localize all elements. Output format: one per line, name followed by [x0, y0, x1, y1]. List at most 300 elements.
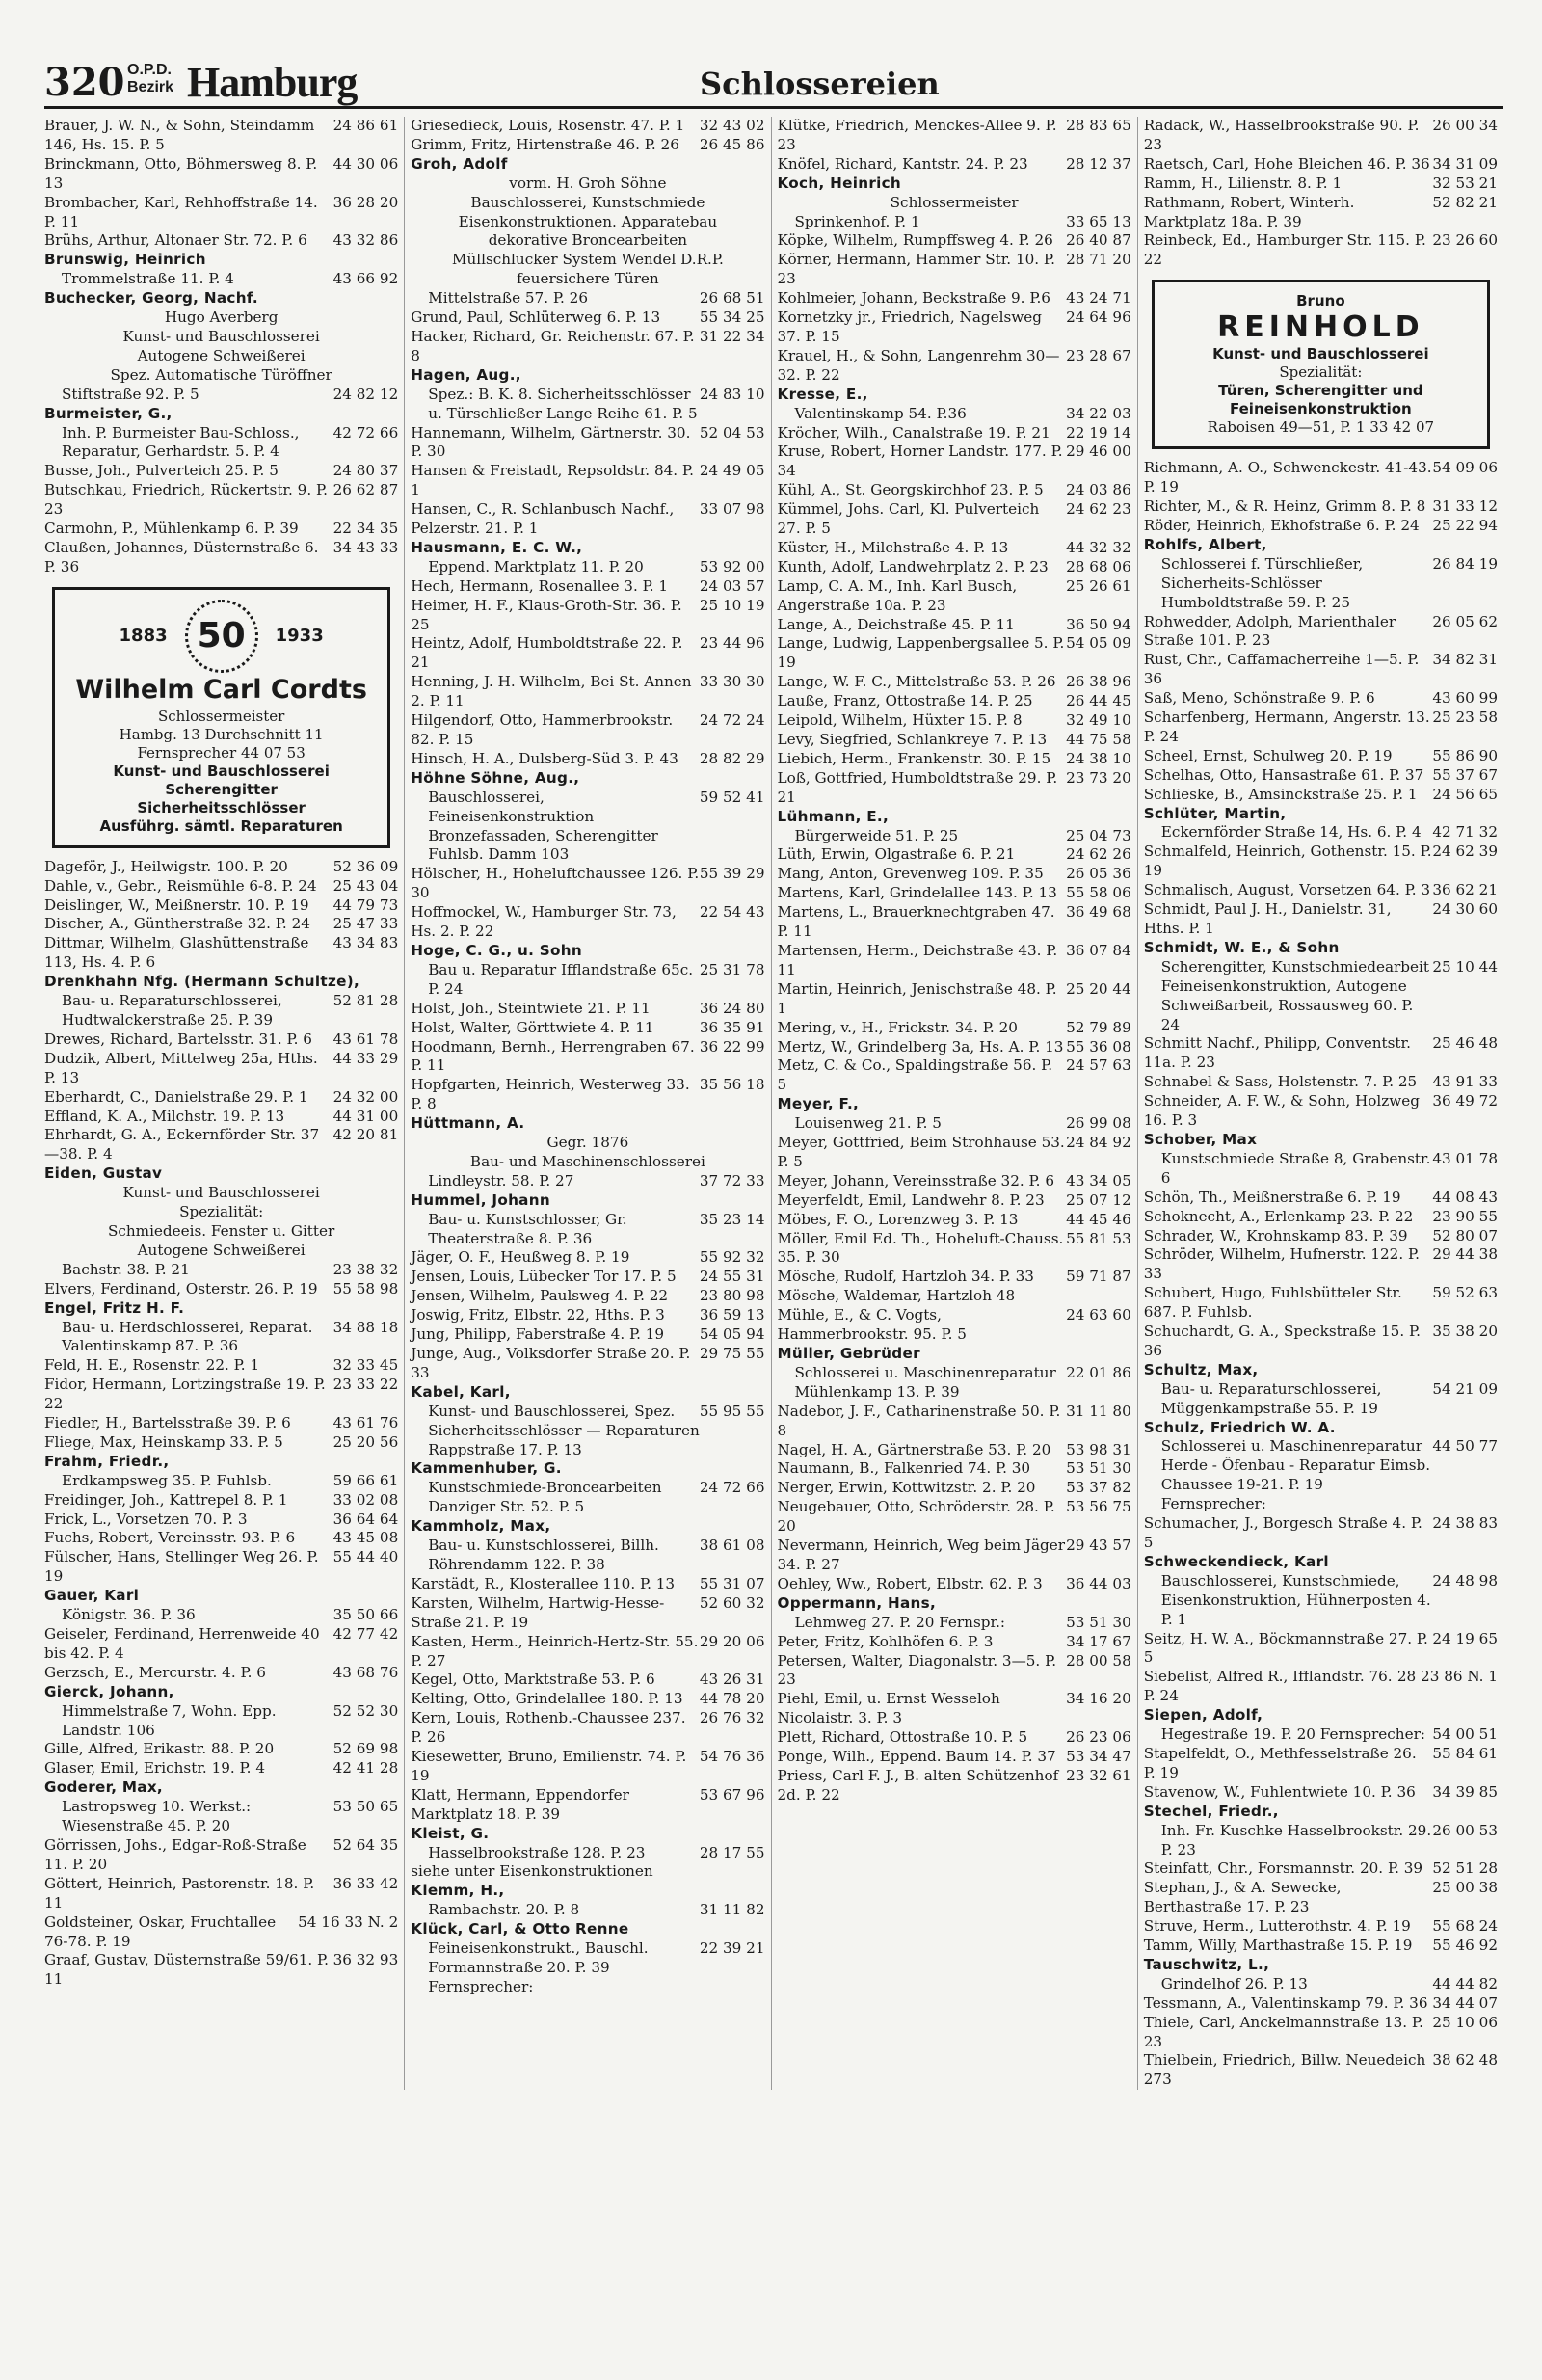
entry-line: [411, 1403, 764, 1460]
entry-line: [411, 328, 764, 366]
directory-entry: [1144, 1034, 1498, 1073]
entry-phone: 24 82 12: [332, 385, 399, 403]
entry-phone: 24 80 37: [332, 462, 399, 480]
entry-phone: 43 24 71: [1066, 289, 1131, 308]
entry-text: Nevermann, Heinrich, Weg beim Jäger 34. P. 27: [777, 1537, 1066, 1573]
entry-line: [778, 539, 1131, 558]
directory-entry: [411, 1882, 764, 1920]
entry-text: Scheel, Ernst, Schulweg 20. P. 19: [1143, 746, 1393, 764]
entry-text: Seitz, H. W. A., Böckmannstraße 27. P. 5: [1143, 1629, 1428, 1667]
directory-entry: [44, 1587, 398, 1625]
entry-line: [411, 1172, 764, 1191]
directory-entry: [411, 1248, 764, 1268]
entry-line: [411, 750, 764, 769]
directory-entry: [778, 386, 1131, 424]
entry-text: Holst, Walter, Görttwiete 4. P. 11: [411, 1018, 654, 1036]
entry-line: [778, 884, 1131, 903]
entry-text: Lange, W. F. C., Mittelstraße 53. P. 26: [777, 673, 1056, 691]
entry-phone: 24 62 26: [1066, 845, 1131, 864]
directory-entry: [1144, 881, 1498, 900]
entry-text: Hacker, Richard, Gr. Reichenstr. 67. P. 8: [411, 327, 695, 364]
entry-phone: 36 28 20: [332, 193, 399, 211]
entry-text: Jäger, O. F., Heußweg 8. P. 19: [411, 1248, 630, 1267]
entry-line: [411, 597, 764, 635]
entry-phone: 31 22 34: [699, 327, 765, 345]
entry-text: Möbes, F. O., Lorenzweg 3. P. 13: [777, 1210, 1019, 1228]
entry-name: Schober, Max: [1143, 1130, 1258, 1148]
section-title: Schlossereien: [700, 66, 940, 102]
directory-entry: [411, 308, 764, 328]
entry-text: Kunstschmiede Straße 8, Grabenstr. 6: [1160, 1149, 1431, 1187]
entry-text: Hilgendorf, Otto, Hammerbrookstr. 82. P. 15: [411, 711, 674, 748]
entry-text: Elvers, Ferdinand, Osterstr. 26. P. 19: [44, 1279, 318, 1297]
entry-line: [778, 1114, 1131, 1134]
entry-text: Schubert, Hugo, Fuhlsbütteler Str. 687. P. Fuhlsb.: [1143, 1284, 1402, 1322]
directory-entry: [411, 424, 764, 463]
entry-name: Groh, Adolf: [411, 154, 508, 173]
entry-phone: 55 46 92: [1432, 1937, 1498, 1955]
entry-phone: 34 82 31: [1432, 651, 1498, 669]
entry-phone: 23 44 96: [699, 634, 765, 653]
entry-text: Möller, Emil Ed. Th., Hoheluft-Chauss. 35. P. 30: [777, 1229, 1064, 1267]
entry-line: [778, 731, 1131, 750]
entry-line: [44, 1491, 398, 1511]
entry-phone: 54 09 06: [1432, 459, 1498, 477]
directory-entry: [44, 934, 398, 973]
directory-entry: [411, 673, 764, 711]
directory-entry: [778, 1019, 1131, 1038]
entry-text: Martens, Karl, Grindelallee 143. P. 13: [777, 884, 1057, 902]
directory-entry: [44, 1759, 398, 1778]
entry-text: Bau- u. Kunstschlosserei, Billh. Röhrendamm 122. P. 38: [428, 1537, 659, 1573]
entry-line: [44, 462, 398, 481]
directory-entry: [778, 1403, 1131, 1441]
directory-entry: [411, 942, 764, 1000]
entry-line: [44, 424, 398, 463]
entry-name: Gierck, Johann,: [44, 1682, 174, 1700]
entry-phone: 53 51 30: [1066, 1459, 1131, 1478]
entry-line: [44, 1030, 398, 1050]
entry-text: Sprinkenhof. P. 1: [794, 212, 920, 230]
entry-phone: 24 03 57: [699, 576, 765, 595]
directory-entry: [778, 980, 1131, 1019]
directory-entry: [44, 194, 398, 232]
entry-text: Fülscher, Hans, Stellinger Weg 26. P. 19: [44, 1548, 319, 1586]
entry-line: [1144, 1323, 1498, 1361]
entry-phone: 32 53 21: [1432, 174, 1498, 192]
entry-line: [1144, 174, 1498, 194]
directory-entry: [411, 903, 764, 942]
directory-entry: [44, 1625, 398, 1664]
entry-text: Schoknecht, A., Erlenkamp 23. P. 22: [1143, 1207, 1414, 1225]
entry-text: Trommelstraße 11. P. 4: [62, 270, 234, 288]
entry-name: Schulz, Friedrich W. A.: [1143, 1418, 1336, 1436]
directory-entry: [1144, 1245, 1498, 1284]
entry-phone: 22 39 21: [699, 1939, 765, 1958]
years-count: 50: [197, 616, 246, 656]
entry-line: [44, 155, 398, 194]
entry-line: [778, 980, 1131, 1019]
directory-entry: [1144, 1803, 1498, 1860]
entry-line: [44, 877, 398, 896]
entry-phone: 43 26 31: [699, 1671, 765, 1689]
entry-phone: 24 64 96: [1066, 308, 1131, 327]
entry-phone: 26 05 36: [1066, 865, 1131, 883]
entry-text: Bau- u. Kunstschlosser, Gr. Theaterstraße 8. P. 36: [428, 1210, 627, 1247]
entry-text: Ramm, H., Lilienstr. 8. P. 1: [1143, 174, 1343, 192]
directory-entry: [1144, 1668, 1498, 1706]
entry-line: [1144, 1092, 1498, 1131]
entry-text: Siebelist, Alfred R., Ifflandstr. 76. P. 24: [1143, 1668, 1393, 1705]
entry-text: Jung, Philipp, Faberstraße 4. P. 19: [411, 1325, 665, 1344]
entry-text: Mang, Anton, Grevenweg 109. P. 35: [777, 865, 1044, 883]
entry-line: [778, 558, 1131, 577]
directory-entry: [1144, 1879, 1498, 1917]
entry-line: [44, 1356, 398, 1376]
entry-phone: 31 33 12: [1432, 497, 1498, 516]
entry-phone: 36 62 21: [1432, 881, 1498, 899]
entry-text: Feineisenkonstrukt., Bauschl. Formannstraße 20. P. 39 Fernsprecher:: [428, 1939, 649, 1995]
entry-subline: Autogene Schweißerei: [137, 346, 306, 364]
entry-text: Mittelstraße 57. P. 26: [428, 289, 588, 308]
entry-line: [778, 1537, 1131, 1575]
entry-name: Koch, Heinrich: [777, 174, 902, 192]
directory-entry: [1144, 1323, 1498, 1361]
entry-line: [44, 1319, 398, 1357]
entry-line: [44, 117, 398, 155]
entry-text: Joswig, Fritz, Elbstr. 22, Hths. P. 3: [411, 1306, 665, 1324]
entry-phone: 22 19 14: [1066, 423, 1131, 441]
entry-text: Drewes, Richard, Bartelsstr. 31. P. 6: [44, 1030, 312, 1048]
entry-line: [44, 1702, 398, 1741]
entry-text: Ponge, Wilh., Eppend. Baum 14. P. 37: [777, 1748, 1056, 1766]
entry-line: [1144, 1917, 1498, 1937]
entry-phone: 33 02 08: [332, 1490, 399, 1509]
directory-entry: [778, 1498, 1131, 1537]
directory-entry: [778, 1767, 1131, 1805]
directory-entry: [411, 1748, 764, 1786]
entry-phone: 54 05 94: [699, 1325, 765, 1344]
directory-entry: [1144, 1783, 1498, 1803]
ad-spec-label: Spezialität:: [1279, 363, 1363, 382]
entry-text: Karsten, Wilhelm, Hartwig-Hesse-Straße 21. P. 19: [411, 1593, 665, 1631]
entry-phone: 52 64 35: [332, 1835, 399, 1854]
entry-text: Jensen, Wilhelm, Paulsweg 4. P. 22: [411, 1287, 669, 1305]
entry-phone: 34 43 33: [332, 538, 399, 556]
entry-subline: Bauschlosserei, Kunstschmiede: [470, 193, 705, 211]
entry-phone: 25 22 94: [1432, 516, 1498, 534]
entry-line: [778, 1403, 1131, 1441]
entry-line: [411, 1038, 764, 1077]
entry-phone: 24 83 10: [699, 385, 765, 403]
entry-text: Bau- u. Reparaturschlosserei, Hudtwalckerstraße 25. P. 39: [62, 992, 282, 1029]
entry-line: [1144, 786, 1498, 805]
directory-entry: [1144, 786, 1498, 805]
directory-entry: [44, 1050, 398, 1088]
entry-line: [778, 117, 1131, 155]
entry-text: Knöfel, Richard, Kantstr. 24. P. 23: [777, 154, 1028, 173]
entry-phone: 52 79 89: [1066, 1018, 1131, 1036]
entry-text: Eppend. Marktplatz 11. P. 20: [428, 557, 644, 575]
entry-text: Frick, L., Vorsetzen 70. P. 3: [44, 1510, 248, 1528]
directory-entry: [778, 884, 1131, 903]
entry-line: [411, 289, 764, 308]
entry-text: Valentinskamp 54. P.36: [794, 404, 967, 422]
directory-entry: [44, 973, 398, 1030]
entry-text: Rust, Chr., Caffamacherreihe 1—5. P. 36: [1143, 651, 1420, 688]
directory-entry: [44, 1913, 398, 1952]
entry-phone: 24 48 98: [1432, 1571, 1498, 1590]
directory-entry: [778, 500, 1131, 539]
entry-line: [778, 405, 1131, 424]
entry-text: Erdkampsweg 35. P. Fuhlsb.: [62, 1471, 272, 1489]
entry-phone: 25 23 58: [1432, 709, 1498, 727]
entry-line: [411, 1248, 764, 1268]
directory-entry: [1144, 747, 1498, 766]
entry-phone: 26 38 96: [1066, 673, 1131, 691]
entry-line: [44, 1414, 398, 1433]
entry-line: [44, 386, 398, 405]
entry-line: [778, 1441, 1131, 1460]
directory-entry: [778, 731, 1131, 750]
entry-text: Karstädt, R., Klosterallee 110. P. 13: [411, 1574, 676, 1592]
directory-entry: [411, 1862, 764, 1882]
entry-line: [411, 1479, 764, 1517]
entry-line: [1144, 881, 1498, 900]
directory-entry: [411, 1633, 764, 1671]
directory-entry: [778, 231, 1131, 251]
directory-entry: [411, 539, 764, 577]
entry-text: Klatt, Hermann, Eppendorfer Marktplatz 18. P. 39: [411, 1785, 629, 1823]
entry-phone: 36 49 68: [1066, 903, 1131, 922]
entry-text: Brühs, Arthur, Altonaer Str. 72. P. 6: [44, 231, 307, 250]
entry-name: Brunswig, Heinrich: [44, 251, 206, 269]
directory-entry: [1144, 174, 1498, 194]
entry-phone: 44 78 20: [699, 1690, 765, 1708]
directory-entry: [778, 577, 1131, 616]
entry-line: [778, 424, 1131, 443]
directory-entry: [1144, 155, 1498, 174]
entry-phone: 34 22 03: [1066, 404, 1131, 422]
ad-address: Raboisen 49—51, P. 1 33 42 07: [1207, 418, 1435, 437]
entry-phone: 26 99 08: [1066, 1114, 1131, 1133]
entry-name: Tauschwitz, L.,: [1143, 1955, 1270, 1973]
entry-text: Hoffmockel, W., Hamburger Str. 73, Hs. 2. P. 22: [411, 903, 677, 941]
entry-line: [778, 769, 1131, 808]
entry-text: Eberhardt, C., Danielstraße 29. P. 1: [44, 1087, 308, 1106]
entry-text: Butschkau, Friedrich, Rückertstr. 9. P. 23: [44, 481, 328, 519]
entry-name: Eiden, Gustav: [44, 1164, 163, 1183]
entry-text: Martens, L., Brauerknechtgraben 47. P. 11: [777, 903, 1055, 941]
entry-phone: 44 50 77: [1432, 1437, 1498, 1456]
entry-text: Carmohn, P., Mühlenkamp 6. P. 39: [44, 520, 299, 538]
directory-entry: [411, 1114, 764, 1191]
entry-phone: 53 92 00: [699, 557, 765, 575]
directory-entry: [1144, 1630, 1498, 1669]
directory-entry: [44, 1356, 398, 1376]
entry-text: Dudzik, Albert, Mittelweg 25a, Hths. P. 13: [44, 1049, 318, 1086]
directory-entry: [778, 1441, 1131, 1460]
entry-phone: 55 92 32: [699, 1248, 765, 1267]
entry-text: Gille, Alfred, Erikastr. 88. P. 20: [44, 1740, 275, 1758]
entry-line: [778, 155, 1131, 174]
entry-phone: 55 39 29: [699, 865, 765, 883]
directory-entry: [1144, 1859, 1498, 1879]
entry-text: Effland, K. A., Milchstr. 19. P. 13: [44, 1107, 285, 1125]
entry-text: Geiseler, Ferdinand, Herrenweide 40 bis 42. P. 4: [44, 1625, 320, 1662]
entry-phone: 44 79 73: [332, 896, 399, 914]
entry-phone: 25 20 44: [1066, 979, 1131, 998]
entry-text: Priess, Carl F. J., B. alten Schützenhof 2d. P. 22: [777, 1766, 1059, 1804]
entry-name: Hausmann, E. C. W.,: [411, 538, 583, 556]
entry-text: Levy, Siegfried, Schlankreye 7. P. 13: [777, 731, 1048, 748]
directory-entry: [44, 1511, 398, 1530]
entry-text: Schmidt, Paul J. H., Danielstr. 31, Hths. P. 1: [1143, 900, 1392, 937]
entry-line: [778, 347, 1131, 386]
entry-name: Höhne Söhne, Aug.,: [411, 768, 580, 787]
entry-line: [44, 1050, 398, 1088]
directory-entry: [778, 1268, 1131, 1287]
entry-text: Bau u. Reparatur Ifflandstraße 65c. P. 24: [428, 960, 694, 998]
entry-name: Kammenhuber, G.: [411, 1459, 562, 1478]
entry-line: [44, 1529, 398, 1548]
directory-entry: [411, 1690, 764, 1709]
entry-phone: 24 62 23: [1066, 500, 1131, 519]
entry-line: [44, 1472, 398, 1491]
directory-entry: [411, 366, 764, 424]
advertisement-reinhold: [1152, 280, 1490, 449]
entry-line: [411, 462, 764, 500]
entry-phone: 36 64 64: [332, 1510, 399, 1528]
directory-entry: [411, 597, 764, 635]
entry-text: Gerzsch, E., Mercurstr. 4. P. 6: [44, 1663, 266, 1681]
directory-entry: [44, 1164, 398, 1279]
entry-line: [44, 1511, 398, 1530]
entry-line: [1144, 958, 1498, 1035]
entry-name: Goderer, Max,: [44, 1778, 164, 1797]
directory-entry: [411, 1268, 764, 1287]
entry-line: [411, 117, 764, 136]
entry-phone: 22 34 35: [332, 520, 399, 538]
entry-phone: 36 35 91: [699, 1018, 765, 1036]
entry-text: Hannemann, Wilhelm, Gärtnerstr. 30. P. 30: [411, 423, 691, 461]
entry-subline: Hugo Averberg: [164, 308, 279, 327]
ad-first-name: Bruno: [1296, 292, 1345, 310]
directory-entry: [1144, 709, 1498, 747]
entry-name: Kabel, Karl,: [411, 1382, 511, 1401]
entry-phone: 24 32 00: [332, 1087, 399, 1106]
entry-name: Schlüter, Martin,: [1143, 804, 1287, 822]
ad-phone: Fernsprecher 44 07 53: [137, 743, 306, 762]
entry-line: [778, 500, 1131, 539]
entry-phone: 52 52 30: [332, 1701, 399, 1720]
entry-line: [778, 251, 1131, 289]
entry-phone: 53 51 30: [1066, 1613, 1131, 1631]
entry-text: Schmitt Nachf., Philipp, Conventstr. 11a. P. 23: [1143, 1034, 1411, 1072]
entry-name: Kammholz, Max,: [411, 1517, 551, 1536]
entry-text: Brombacher, Karl, Rehhoffstraße 14. P. 11: [44, 193, 318, 230]
directory-entry: [778, 692, 1131, 711]
entry-text: Neugebauer, Otto, Schröderstr. 28. P. 20: [777, 1498, 1055, 1536]
entry-text: Richmann, A. O., Schwenckestr. 41-43. P. 19: [1143, 459, 1432, 496]
entry-line: [1144, 231, 1498, 270]
entry-text: Schnabel & Sass, Holstenstr. 7. P. 25: [1143, 1073, 1418, 1091]
entry-text: Hoodmann, Bernh., Herrengraben 67. P. 11: [411, 1037, 695, 1075]
entry-phone: 24 38 83: [1432, 1514, 1498, 1533]
entry-line: [44, 231, 398, 251]
entry-line: [411, 136, 764, 155]
entry-phone: 25 10 19: [699, 596, 765, 614]
entry-text: Richter, M., & R. Heinz, Grimm 8. P. 8: [1143, 497, 1426, 516]
entry-text: Hopfgarten, Heinrich, Westerweg 33. P. 8: [411, 1076, 690, 1113]
entry-text: Rathmann, Robert, Winterh. Marktplatz 18a. P. 39: [1143, 193, 1355, 230]
directory-entry: [411, 1287, 764, 1306]
ad-company-name: Wilhelm Carl Cordts: [75, 674, 367, 705]
entry-phone: 37 72 33: [699, 1171, 765, 1190]
entry-line: [411, 1306, 764, 1325]
directory-entry: [411, 1575, 764, 1594]
entry-name: Hoge, C. G., u. Sohn: [411, 941, 582, 959]
directory-entry: [778, 769, 1131, 808]
directory-entry: [778, 1594, 1131, 1633]
entry-text: Dittmar, Wilhelm, Glashüttenstraße 113, Hs. 4. P. 6: [44, 934, 309, 972]
entry-line: [411, 1901, 764, 1920]
entry-text: Hasselbrookstraße 128. P. 23: [428, 1843, 646, 1861]
entry-line: [778, 481, 1131, 500]
entry-phone: 36 07 84: [1066, 941, 1131, 959]
directory-entry: [411, 769, 764, 866]
entry-phone: 25 46 48: [1432, 1034, 1498, 1053]
entry-text: Lamp, C. A. M., Inh. Karl Busch, Angerstraße 10a. P. 23: [777, 576, 1018, 614]
entry-line: [44, 1280, 398, 1299]
entry-text: Naumann, B., Falkenried 74. P. 30: [777, 1459, 1031, 1478]
entry-line: [44, 915, 398, 934]
entry-text: Liebich, Herm., Frankenstr. 30. P. 15: [777, 749, 1051, 767]
directory-entry: [44, 915, 398, 934]
entry-line: [411, 865, 764, 903]
entry-text: Claußen, Johannes, Düsternstraße 6. P. 36: [44, 538, 319, 575]
directory-entry: [1144, 1994, 1498, 2014]
entry-text: Kunth, Adolf, Landwehrplatz 2. P. 23: [777, 557, 1049, 575]
entry-text: Graaf, Gustav, Düsternstraße 59/61. P. 11: [44, 1951, 329, 1989]
entry-line: [411, 1537, 764, 1575]
entry-text: Jensen, Louis, Lübecker Tor 17. P. 5: [411, 1268, 677, 1286]
entry-line: [778, 1498, 1131, 1537]
entry-text: Freidinger, Joh., Kattrepel 8. P. 1: [44, 1490, 288, 1509]
entry-phone: 25 47 33: [332, 915, 399, 933]
entry-phone: 55 68 24: [1432, 1917, 1498, 1936]
directory-entry: [411, 1345, 764, 1383]
entry-phone: 36 50 94: [1066, 615, 1131, 633]
entry-phone: 44 30 06: [332, 154, 399, 173]
entry-text: siehe unter Eisenkonstruktionen: [411, 1862, 653, 1881]
entry-phone: 36 24 80: [699, 999, 765, 1017]
entry-text: Nerger, Erwin, Kottwitzstr. 2. P. 20: [777, 1479, 1036, 1497]
entry-text: Lindleystr. 58. P. 27: [428, 1171, 574, 1190]
entry-line: [1144, 1245, 1498, 1284]
entry-text: Schneider, A. F. W., & Sohn, Holzweg 16. P. 3: [1143, 1092, 1420, 1130]
entry-line: [1144, 1150, 1498, 1189]
directory-entry: [1144, 1131, 1498, 1189]
entry-line: [411, 1748, 764, 1786]
entry-phone: 29 20 06: [699, 1632, 765, 1650]
entry-text: Nagel, H. A., Gärtnerstraße 53. P. 20: [777, 1440, 1051, 1458]
entry-phone: 23 32 61: [1066, 1766, 1131, 1784]
directory-entry: [44, 1433, 398, 1453]
entry-phone: 59 52 41: [699, 788, 765, 806]
entry-phone: 55 81 53: [1066, 1229, 1131, 1247]
entry-line: [1144, 1073, 1498, 1092]
